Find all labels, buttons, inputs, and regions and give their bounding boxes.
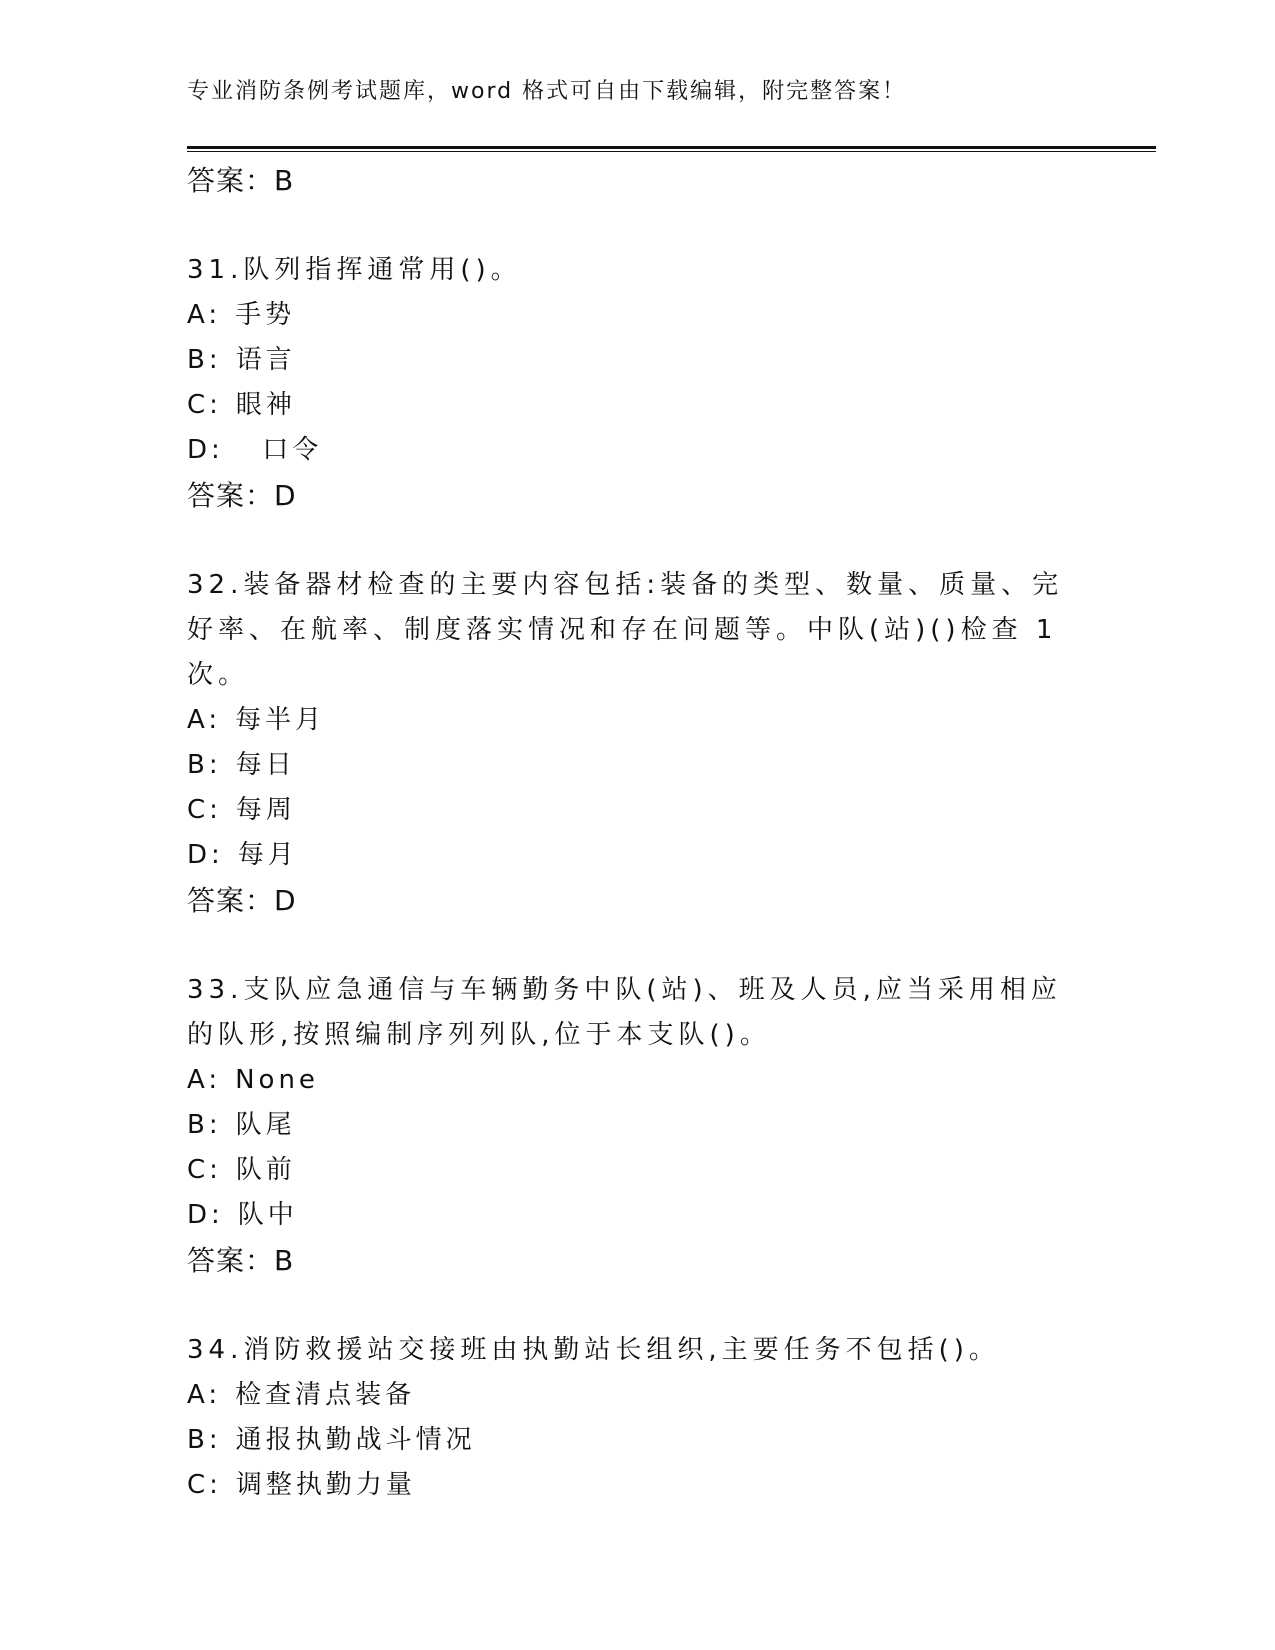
option-line <box>187 743 1067 788</box>
option-letter: D: <box>187 435 224 465</box>
option-letter: C: <box>187 795 222 825</box>
option-line <box>187 788 1067 833</box>
option-letter: B: <box>187 1425 222 1455</box>
question-text: 31.队列指挥通常用()。 <box>187 255 522 285</box>
option-text: 每月 <box>237 840 298 870</box>
option-text: 手势 <box>235 300 296 330</box>
option-text: 检查清点装备 <box>235 1380 416 1410</box>
question-text: 32.装备器材检查的主要内容包括:装备的类型、数量、质量、完好率、在航率、制度落实情况和存在问题等。中队(站)()检查 1 次。 <box>187 570 1064 690</box>
option-letter: A: <box>187 705 222 735</box>
spacer <box>187 1283 1067 1328</box>
option-letter: A: <box>187 1065 222 1095</box>
option-letter: B: <box>187 750 222 780</box>
option-line <box>187 1193 1067 1238</box>
option-line <box>187 1103 1067 1148</box>
answer-line: 答案：D <box>187 884 297 917</box>
option-letter: A: <box>187 1380 222 1410</box>
option-letter: C: <box>187 1470 222 1500</box>
option-text: 眼神 <box>235 390 296 420</box>
option-line <box>187 428 1067 473</box>
option-letter: D: <box>187 1200 224 1230</box>
option-line <box>187 383 1067 428</box>
question-text: 33.支队应急通信与车辆勤务中队(站)、班及人员,应当采用相应的队形,按照编制序列列队,位于本支队()。 <box>187 975 1062 1050</box>
option-line <box>187 293 1067 338</box>
option-line <box>187 1373 1067 1418</box>
option-text: 每半月 <box>235 705 326 735</box>
spacer <box>187 923 1067 968</box>
option-text: None <box>235 1065 319 1095</box>
option-line <box>187 1418 1067 1463</box>
answer-line: 答案：D <box>187 479 297 512</box>
spacer <box>187 203 1067 248</box>
option-text: 每周 <box>235 795 296 825</box>
header-rule-thin <box>187 151 1156 152</box>
option-line <box>187 338 1067 383</box>
option-text: 语言 <box>235 345 296 375</box>
question-list <box>187 158 1067 1508</box>
option-text: 口令 <box>237 435 323 465</box>
option-text: 每日 <box>235 750 296 780</box>
question-text: 34.消防救援站交接班由执勤站长组织,主要任务不包括()。 <box>187 1335 1000 1365</box>
option-letter: A: <box>187 300 222 330</box>
option-letter: D: <box>187 840 224 870</box>
option-text: 队尾 <box>235 1110 296 1140</box>
option-line <box>187 1148 1067 1193</box>
option-line <box>187 1463 1067 1508</box>
option-letter: C: <box>187 390 222 420</box>
answer-line: 答案：B <box>187 1244 295 1277</box>
spacer <box>187 518 1067 563</box>
option-text: 队前 <box>235 1155 296 1185</box>
header-rule-thick <box>187 146 1156 149</box>
option-letter: B: <box>187 345 222 375</box>
option-line <box>187 833 1067 878</box>
option-line <box>187 1058 1067 1103</box>
option-letter: B: <box>187 1110 222 1140</box>
option-text: 调整执勤力量 <box>235 1470 416 1500</box>
option-text: 队中 <box>237 1200 298 1230</box>
option-letter: C: <box>187 1155 222 1185</box>
option-text: 通报执勤战斗情况 <box>235 1425 476 1455</box>
document-header: 专业消防条例考试题库，word 格式可自由下载编辑，附完整答案！ <box>187 79 907 104</box>
answer-line: 答案：B <box>187 164 295 197</box>
option-line <box>187 698 1067 743</box>
